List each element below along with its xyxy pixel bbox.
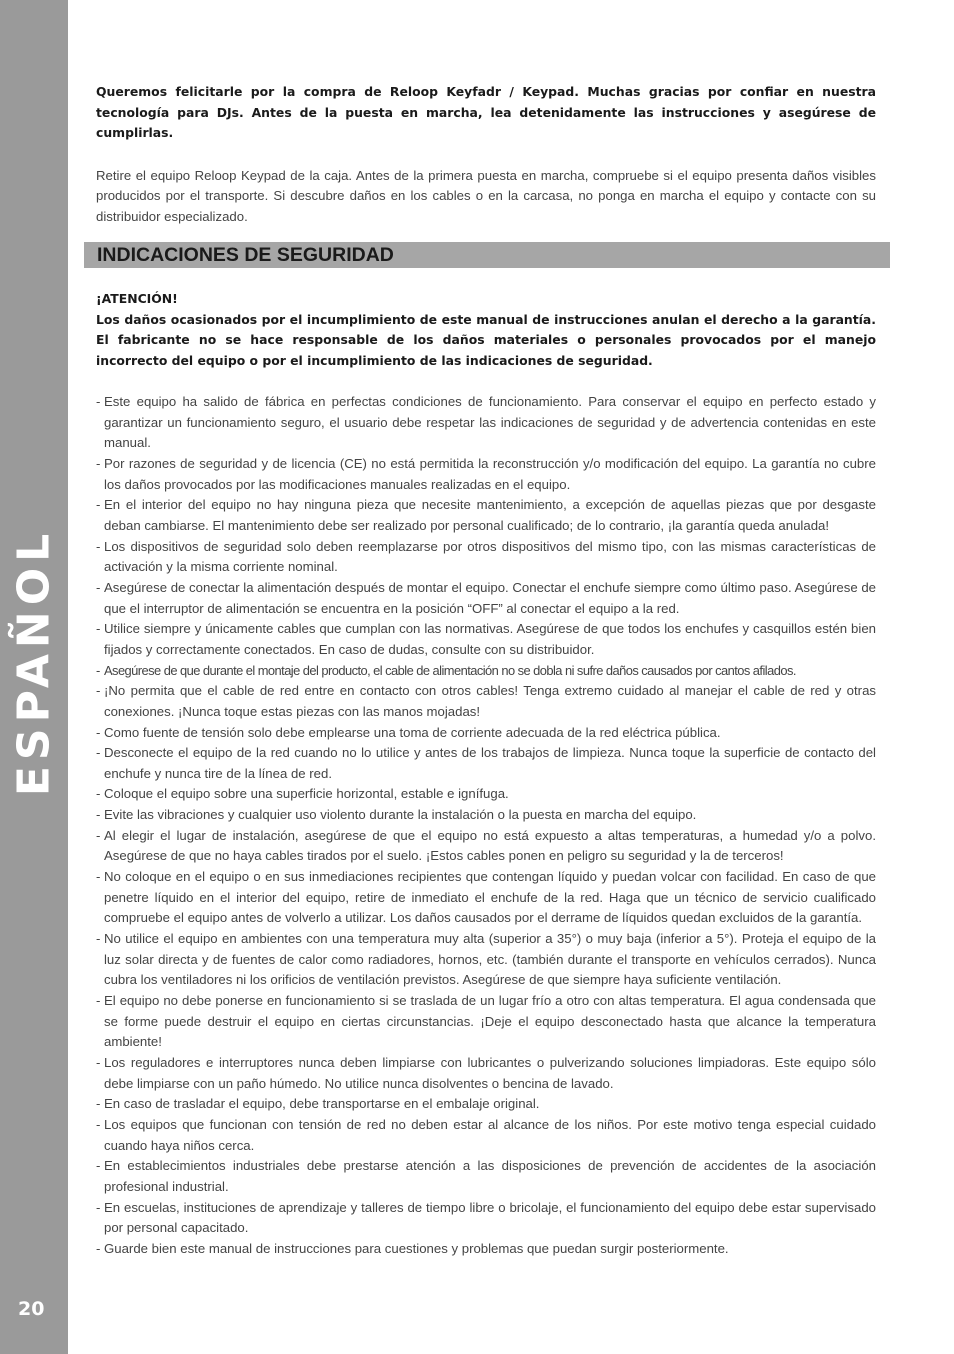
section-title: INDICACIONES DE SEGURIDAD xyxy=(97,244,394,266)
list-item: - Como fuente de tensión solo debe emplearse una toma de corriente adecuada de la red eléctrica pública. xyxy=(96,723,876,744)
list-item: - Los equipos que funcionan con tensión de red no deben estar al alcance de los niños. Por este motivo tenga especial cuidado cuando haya niños cerca. xyxy=(96,1115,876,1156)
list-item: - En el interior del equipo no hay ninguna pieza que necesite mantenimiento, a excepción de aquellas piezas que por desgaste deban cambiarse. El mantenimiento debe ser realizado por personal cualificado; de lo contrario, ¡la garantía queda anulada! xyxy=(96,495,876,536)
list-item: - En caso de trasladar el equipo, debe transportarse en el embalaje original. xyxy=(96,1094,876,1115)
list-item: - Guarde bien este manual de instrucciones para cuestiones y problemas que puedan surgir posteriormente. xyxy=(96,1239,876,1260)
intro-bold-paragraph: Queremos felicitarle por la compra de Reloop Keyfadr / Keypad. Muchas gracias por confiar en nuestra tecnología para DJs. Antes de la puesta en marcha, lea detenidamente las instrucciones y asegúrese de cumplirlas. xyxy=(96,84,876,141)
warning-block xyxy=(96,289,876,371)
safety-rules-list xyxy=(96,392,876,1260)
list-item: - Este equipo ha salido de fábrica en perfectas condiciones de funcionamiento. Para conservar el equipo en perfecto estado y garantizar un funcionamiento seguro, el usuario debe respetar las indicaciones de seguridad y de advertencia contenidas en este manual. xyxy=(96,392,876,454)
list-item: - Utilice siempre y únicamente cables que cumplan con las normativas. Asegúrese de que todos los enchufes y casquillos estén bien fijados y correctamente conectados. En caso de dudas, consulte con su distribuidor. xyxy=(96,619,876,660)
list-item: - No utilice el equipo en ambientes con una temperatura muy alta (superior a 35°) o muy baja (inferior a 5°). Proteja el equipo de la luz solar directa y de fuentes de calor como radiadores, hornos, etc. (también durante el transporte en vehículos cerrados). Nunca cubra los ventiladores ni los orificios de ventilación previstos. Asegúrese de que siempre haya suficiente ventilación. xyxy=(96,929,876,991)
page-number: 20 xyxy=(18,1298,45,1320)
list-item: - Coloque el equipo sobre una superficie horizontal, estable e ignífuga. xyxy=(96,784,876,805)
warning-heading: ¡ATENCIÓN! xyxy=(96,291,178,306)
list-item: - Evite las vibraciones y cualquier uso violento durante la instalación o la puesta en marcha del equipo. xyxy=(96,805,876,826)
list-item: - Por razones de seguridad y de licencia (CE) no está permitida la reconstrucción y/o modificación del equipo. La garantía no cubre los daños provocados por las modificaciones manuales realizadas en el equipo. xyxy=(96,454,876,495)
list-item: - Asegúrese de que durante el montaje del producto, el cable de alimentación no se dobla ni sufre daños causados por cantos afilados. xyxy=(96,661,876,682)
section-header-bar xyxy=(84,242,890,268)
intro-paragraph: Retire el equipo Reloop Keypad de la caja. Antes de la primera puesta en marcha, compruebe si el equipo presenta daños visibles producidos por el transporte. Si descubre daños en los cables o en la carcasa, no ponga en marcha el equipo y contacte con su distribuidor especializado. xyxy=(96,167,876,224)
list-item: - El equipo no debe ponerse en funcionamiento si se traslada de un lugar frío a otro con altas temperatura. El agua condensada que se forme puede destruir el equipo en ciertas circunstancias. ¡Deje el equipo desconectado hasta que alcance la temperatura ambiente! xyxy=(96,991,876,1053)
list-item: - En establecimientos industriales debe prestarse atención a las disposiciones de prevención de accidentes de la asociación profesional industrial. xyxy=(96,1156,876,1197)
list-item: - Los dispositivos de seguridad solo deben reemplazarse por otros dispositivos del mismo tipo, con las mismas características de activación y la misma corriente nominal. xyxy=(96,537,876,578)
language-label: ESPAÑOL xyxy=(8,527,60,797)
list-item: - Los reguladores e interruptores nunca deben limpiarse con lubricantes o pulverizando soluciones limpiadoras. Este equipo sólo debe limpiarse con un paño húmedo. No utilice nunca disolventes o bencina de lavado. xyxy=(96,1053,876,1094)
list-item: - Asegúrese de conectar la alimentación después de montar el equipo. Conectar el enchufe siempre como último paso. Asegúrese de que el interruptor de alimentación se encuentra en la posición “OFF” al conectar el equipo a la red. xyxy=(96,578,876,619)
list-item: - ¡No permita que el cable de red entre en contacto con otros cables! Tenga extremo cuidado al manejar el cable de red y otras conexiones. ¡Nunca toque estas piezas con las manos mojadas! xyxy=(96,681,876,722)
list-item: - No coloque en el equipo o en sus inmediaciones recipientes que contengan líquido y puedan volcar con facilidad. En caso de que penetre líquido en el interior del equipo, retire de inmediato el enchufe de la red. Haga que un técnico de servicio cualificado compruebe el equipo antes de volverlo a utilizar. Los daños causados por el derrame de líquidos quedan excluidos de la garantía. xyxy=(96,867,876,929)
intro-section xyxy=(96,82,876,228)
list-item: - En escuelas, instituciones de aprendizaje y talleres de tiempo libre o bricolaje, el funcionamiento del equipo debe estar supervisado por personal capacitado. xyxy=(96,1198,876,1239)
list-item: - Desconecte el equipo de la red cuando no lo utilice y antes de los trabajos de limpieza. Nunca toque la superficie de contacto del enchufe y nunca tire de la línea de red. xyxy=(96,743,876,784)
warning-text: Los daños ocasionados por el incumplimiento de este manual de instrucciones anulan el derecho a la garantía. El fabricante no se hace responsable de los daños materiales o personales provocados por el manejo incorrecto del equipo o por el incumplimiento de las indicaciones de seguridad. xyxy=(96,311,876,368)
list-item: - Al elegir el lugar de instalación, asegúrese de que el equipo no está expuesto a altas temperaturas, a humedad y/o a polvo. Asegúrese de que no haya cables tirados por el suelo. ¡Estos cables ponen en peligro su seguridad y la de terceros! xyxy=(96,826,876,867)
language-sidebar xyxy=(0,0,68,1354)
